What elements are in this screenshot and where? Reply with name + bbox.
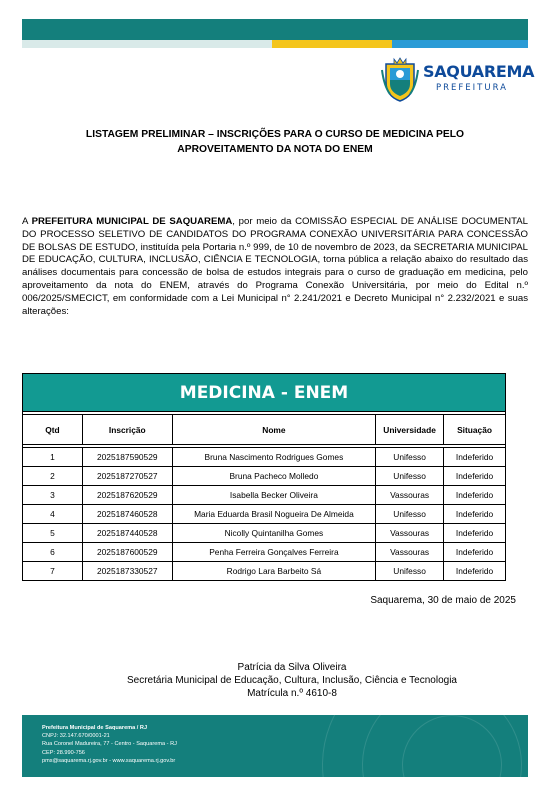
- footer-line: CEP: 28.990-756: [42, 749, 85, 756]
- table-row: [23, 486, 506, 505]
- footer-band: [22, 715, 528, 777]
- results-table: [22, 373, 506, 581]
- table-row: [23, 562, 506, 581]
- cell-situacao: Indeferido: [444, 448, 506, 467]
- cell-nome: Rodrigo Lara Barbeito Sá: [172, 562, 375, 581]
- cell-qtd: 7: [23, 562, 83, 581]
- cell-inscricao: 2025187330527: [82, 562, 172, 581]
- footer-contact: [42, 724, 177, 765]
- cell-situacao: Indeferido: [444, 543, 506, 562]
- body-text: , por meio da COMISSÃO ESPECIAL DE ANÁLISE DOCUMENTAL DO PROCESSO SELETIVO DE CANDIDATOS DO PROGRAMA CONEXÃO UNIVERSITÁRIA PARA CONCESSÃO DE BOLSAS DE ESTUDO, instituída pela Portaria n.º 999, de 10 de novembro de 2023, da SECRETARIA MUNICIPAL DE EDUCAÇÃO, CULTURA, INCLUSÃO, CIÊNCIA E TECNOLOGIA, torna pública a relação abaixo do resultado das análises documentais para concessão de bolsa de estudos integrais para o curso de graduação em medicina, pelo aproveitamento da nota do ENEM, através do Programa Conexão Universitária, por meio do Edital n.º 006/2025/SMECICT, em conformidade com a Lei Municipal n° 2.241/2021 e Decreto Municipal n° 2.232/2021 e suas alterações:: [22, 216, 528, 317]
- header-stripe: [22, 40, 528, 48]
- cell-qtd: 2: [23, 467, 83, 486]
- document-title: [40, 127, 510, 157]
- cell-situacao: Indeferido: [444, 467, 506, 486]
- cell-nome: Maria Eduarda Brasil Nogueira De Almeida: [172, 505, 375, 524]
- cell-situacao: Indeferido: [444, 562, 506, 581]
- cell-universidade: Vassouras: [376, 486, 444, 505]
- logo-subtitle: PREFEITURA: [436, 83, 508, 93]
- column-header: Nome: [172, 415, 375, 445]
- footer-line: Prefeitura Municipal de Saquarema / RJ: [42, 725, 148, 731]
- cell-nome: Penha Ferreira Gonçalves Ferreira: [172, 543, 375, 562]
- cell-situacao: Indeferido: [444, 505, 506, 524]
- cell-inscricao: 2025187600529: [82, 543, 172, 562]
- cell-nome: Nicolly Quintanilha Gomes: [172, 524, 375, 543]
- cell-inscricao: 2025187270527: [82, 467, 172, 486]
- cell-situacao: Indeferido: [444, 524, 506, 543]
- stripe-blue: [392, 40, 528, 48]
- cell-universidade: Unifesso: [376, 505, 444, 524]
- title-line-1: LISTAGEM PRELIMINAR – INSCRIÇÕES PARA O CURSO DE MEDICINA PELO: [85, 129, 465, 140]
- cell-inscricao: 2025187460528: [82, 505, 172, 524]
- cell-inscricao: 2025187440528: [82, 524, 172, 543]
- cell-qtd: 5: [23, 524, 83, 543]
- table-row: [23, 543, 506, 562]
- cell-universidade: Unifesso: [376, 448, 444, 467]
- table-caption: MEDICINA - ENEM: [23, 374, 506, 412]
- cell-nome: Bruna Pacheco Molledo: [172, 467, 375, 486]
- stripe-light: [22, 40, 272, 48]
- cell-universidade: Unifesso: [376, 562, 444, 581]
- saquarema-logo: [380, 56, 535, 104]
- table-row: [23, 524, 506, 543]
- column-header: Inscrição: [82, 415, 172, 445]
- cell-nome: Bruna Nascimento Rodrigues Gomes: [172, 448, 375, 467]
- logo-name: SAQUAREMA: [423, 62, 535, 81]
- footer-line: pms@saquarema.rj.gov.br - www.saquarema.rj.gov.br: [42, 757, 176, 764]
- body-paragraph: [22, 216, 528, 318]
- cell-inscricao: 2025187620529: [82, 486, 172, 505]
- cell-qtd: 6: [23, 543, 83, 562]
- cell-universidade: Unifesso: [376, 467, 444, 486]
- signatory-name: Patrícia da Silva Oliveira: [237, 662, 347, 673]
- column-header: Qtd: [23, 415, 83, 445]
- table-row: [23, 448, 506, 467]
- cell-universidade: Vassouras: [376, 543, 444, 562]
- footer-line: Rua Coronel Madureira, 77 - Centro - Saquarema - RJ: [42, 741, 177, 748]
- body-prefix: A: [22, 216, 32, 227]
- signatory-registration: Matrícula n.º 4610-8: [247, 688, 337, 699]
- cell-situacao: Indeferido: [444, 486, 506, 505]
- cell-qtd: 1: [23, 448, 83, 467]
- crest-icon: [380, 56, 420, 102]
- table-row: [23, 505, 506, 524]
- cell-qtd: 4: [23, 505, 83, 524]
- column-header: Universidade: [376, 415, 444, 445]
- column-header: Situação: [444, 415, 506, 445]
- body-organization: PREFEITURA MUNICIPAL DE SAQUAREMA: [31, 216, 233, 227]
- cell-universidade: Vassouras: [376, 524, 444, 543]
- table-row: [23, 467, 506, 486]
- stripe-yellow: [272, 40, 392, 48]
- title-line-2: APROVEITAMENTO DA NOTA DO ENEM: [177, 144, 373, 155]
- cell-qtd: 3: [23, 486, 83, 505]
- footer-line: CNPJ: 32.147.670/0001-21: [42, 733, 110, 740]
- place-date: Saquarema, 30 de maio de 2025: [370, 595, 516, 606]
- signature-block: [60, 661, 524, 700]
- table-header-row: [23, 415, 506, 445]
- signatory-role: Secretária Municipal de Educação, Cultura, Inclusão, Ciência e Tecnologia: [126, 675, 457, 686]
- cell-nome: Isabella Becker Oliveira: [172, 486, 375, 505]
- cell-inscricao: 2025187590529: [82, 448, 172, 467]
